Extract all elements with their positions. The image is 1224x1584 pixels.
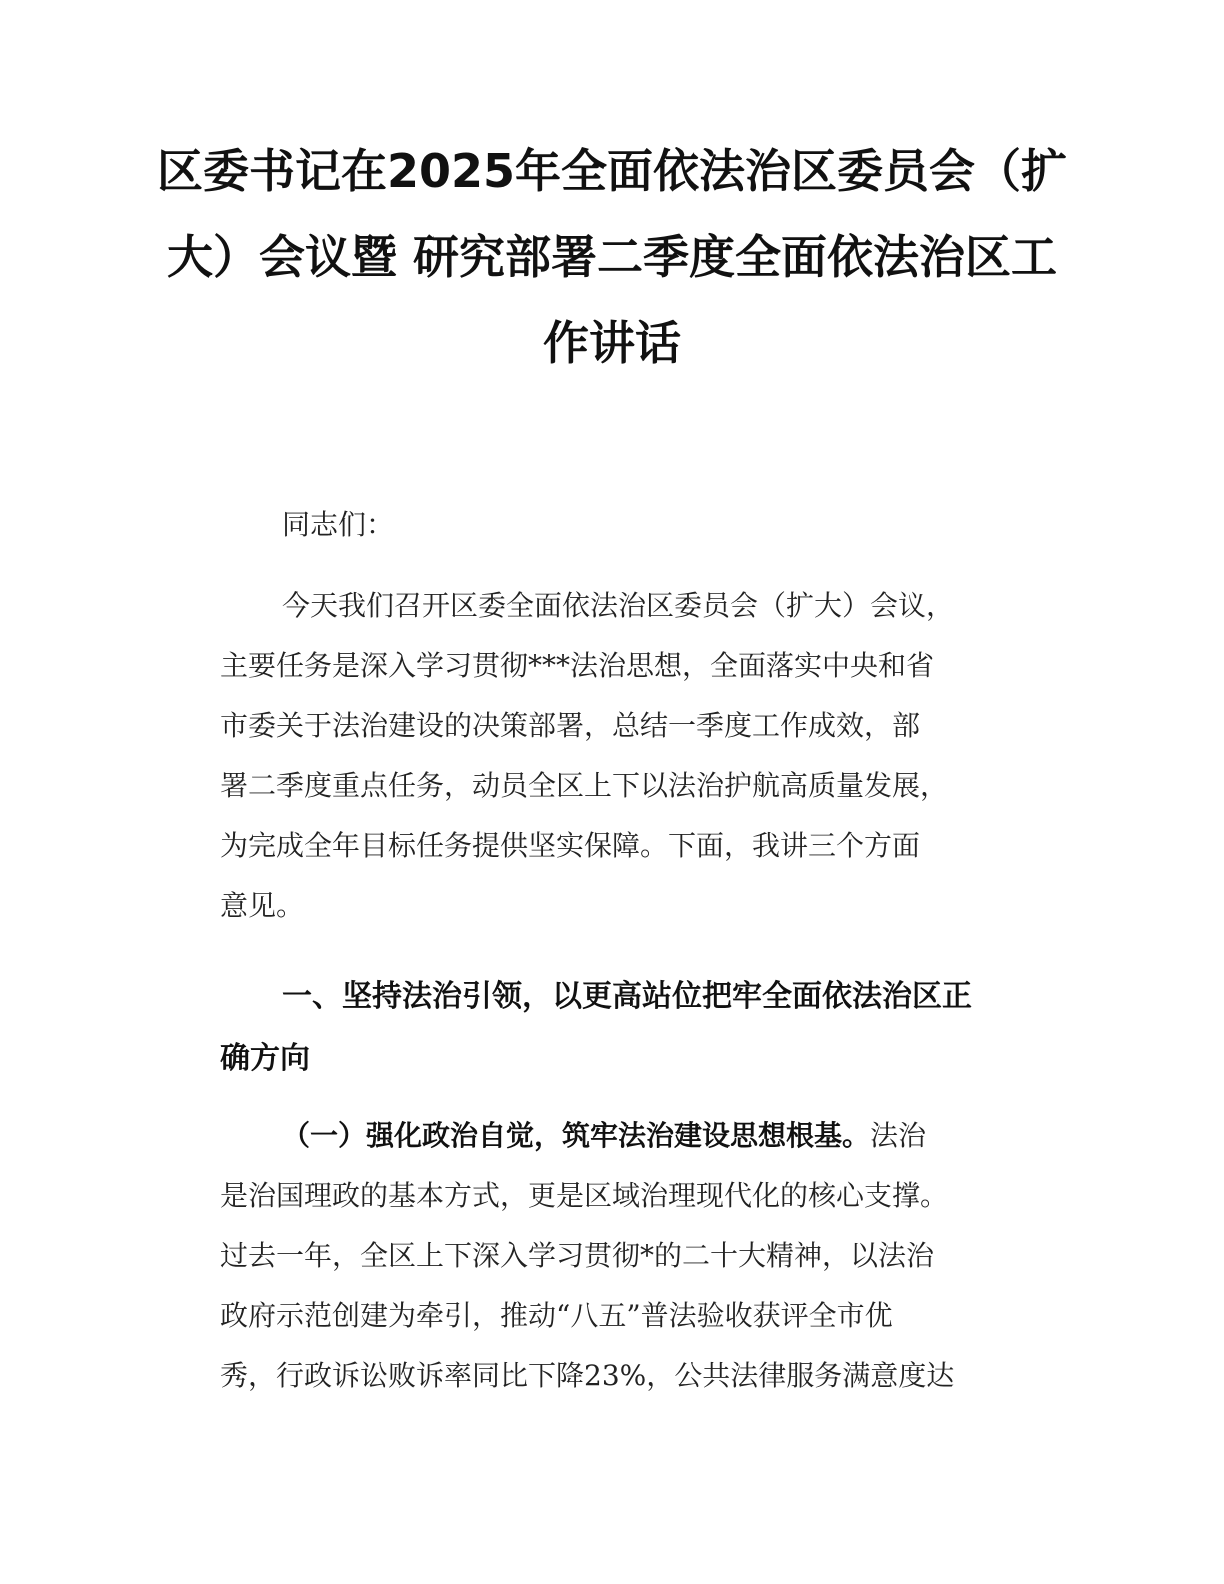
section-heading <box>220 966 1032 1090</box>
paragraph-line: 署二季度重点任务，动员全区上下以法治护航高质量发展， <box>220 769 949 802</box>
paragraph-line: 是治国理政的基本方式，更是区域治理现代化的核心支撑。 <box>220 1179 949 1212</box>
title-line: 大）会议暨 研究部署二季度全面依法治区工 <box>166 230 1057 284</box>
paragraph-line: 市委关于法治建设的决策部署，总结一季度工作成效，部 <box>220 709 921 742</box>
paragraph-text: 法治 <box>870 1119 927 1152</box>
paragraph-line <box>220 1106 1032 1166</box>
salutation: 同志们： <box>282 508 395 541</box>
document-title <box>150 128 1074 386</box>
paragraph-line: 政府示范创建为牵引，推动“八五”普法验收获评全市优 <box>220 1299 893 1332</box>
heading-line: 一、坚持法治引领，以更高站位把牢全面依法治区正 <box>282 979 972 1014</box>
subsection-heading: （一）强化政治自觉，筑牢法治建设思想根基。 <box>282 1119 871 1152</box>
paragraph-line: 秀，行政诉讼败诉率同比下降23%，公共法律服务满意度达 <box>220 1359 955 1392</box>
subsection-paragraph <box>220 1106 1032 1406</box>
intro-paragraph <box>220 576 1032 936</box>
paragraph-line: 为完成全年目标任务提供坚实保障。下面，我讲三个方面 <box>220 829 921 862</box>
paragraph-line: 今天我们召开区委全面依法治区委员会（扩大）会议， <box>282 589 955 622</box>
title-line: 作讲话 <box>543 316 681 370</box>
heading-line: 确方向 <box>220 1041 310 1076</box>
paragraph-line: 过去一年，全区上下深入学习贯彻*的二十大精神，以法治 <box>220 1239 935 1272</box>
paragraph-line: 主要任务是深入学习贯彻***法治思想，全面落实中央和省 <box>220 649 935 682</box>
paragraph-line: 意见。 <box>220 889 305 922</box>
title-line: 区委书记在2025年全面依法治区委员会（扩 <box>156 144 1068 198</box>
